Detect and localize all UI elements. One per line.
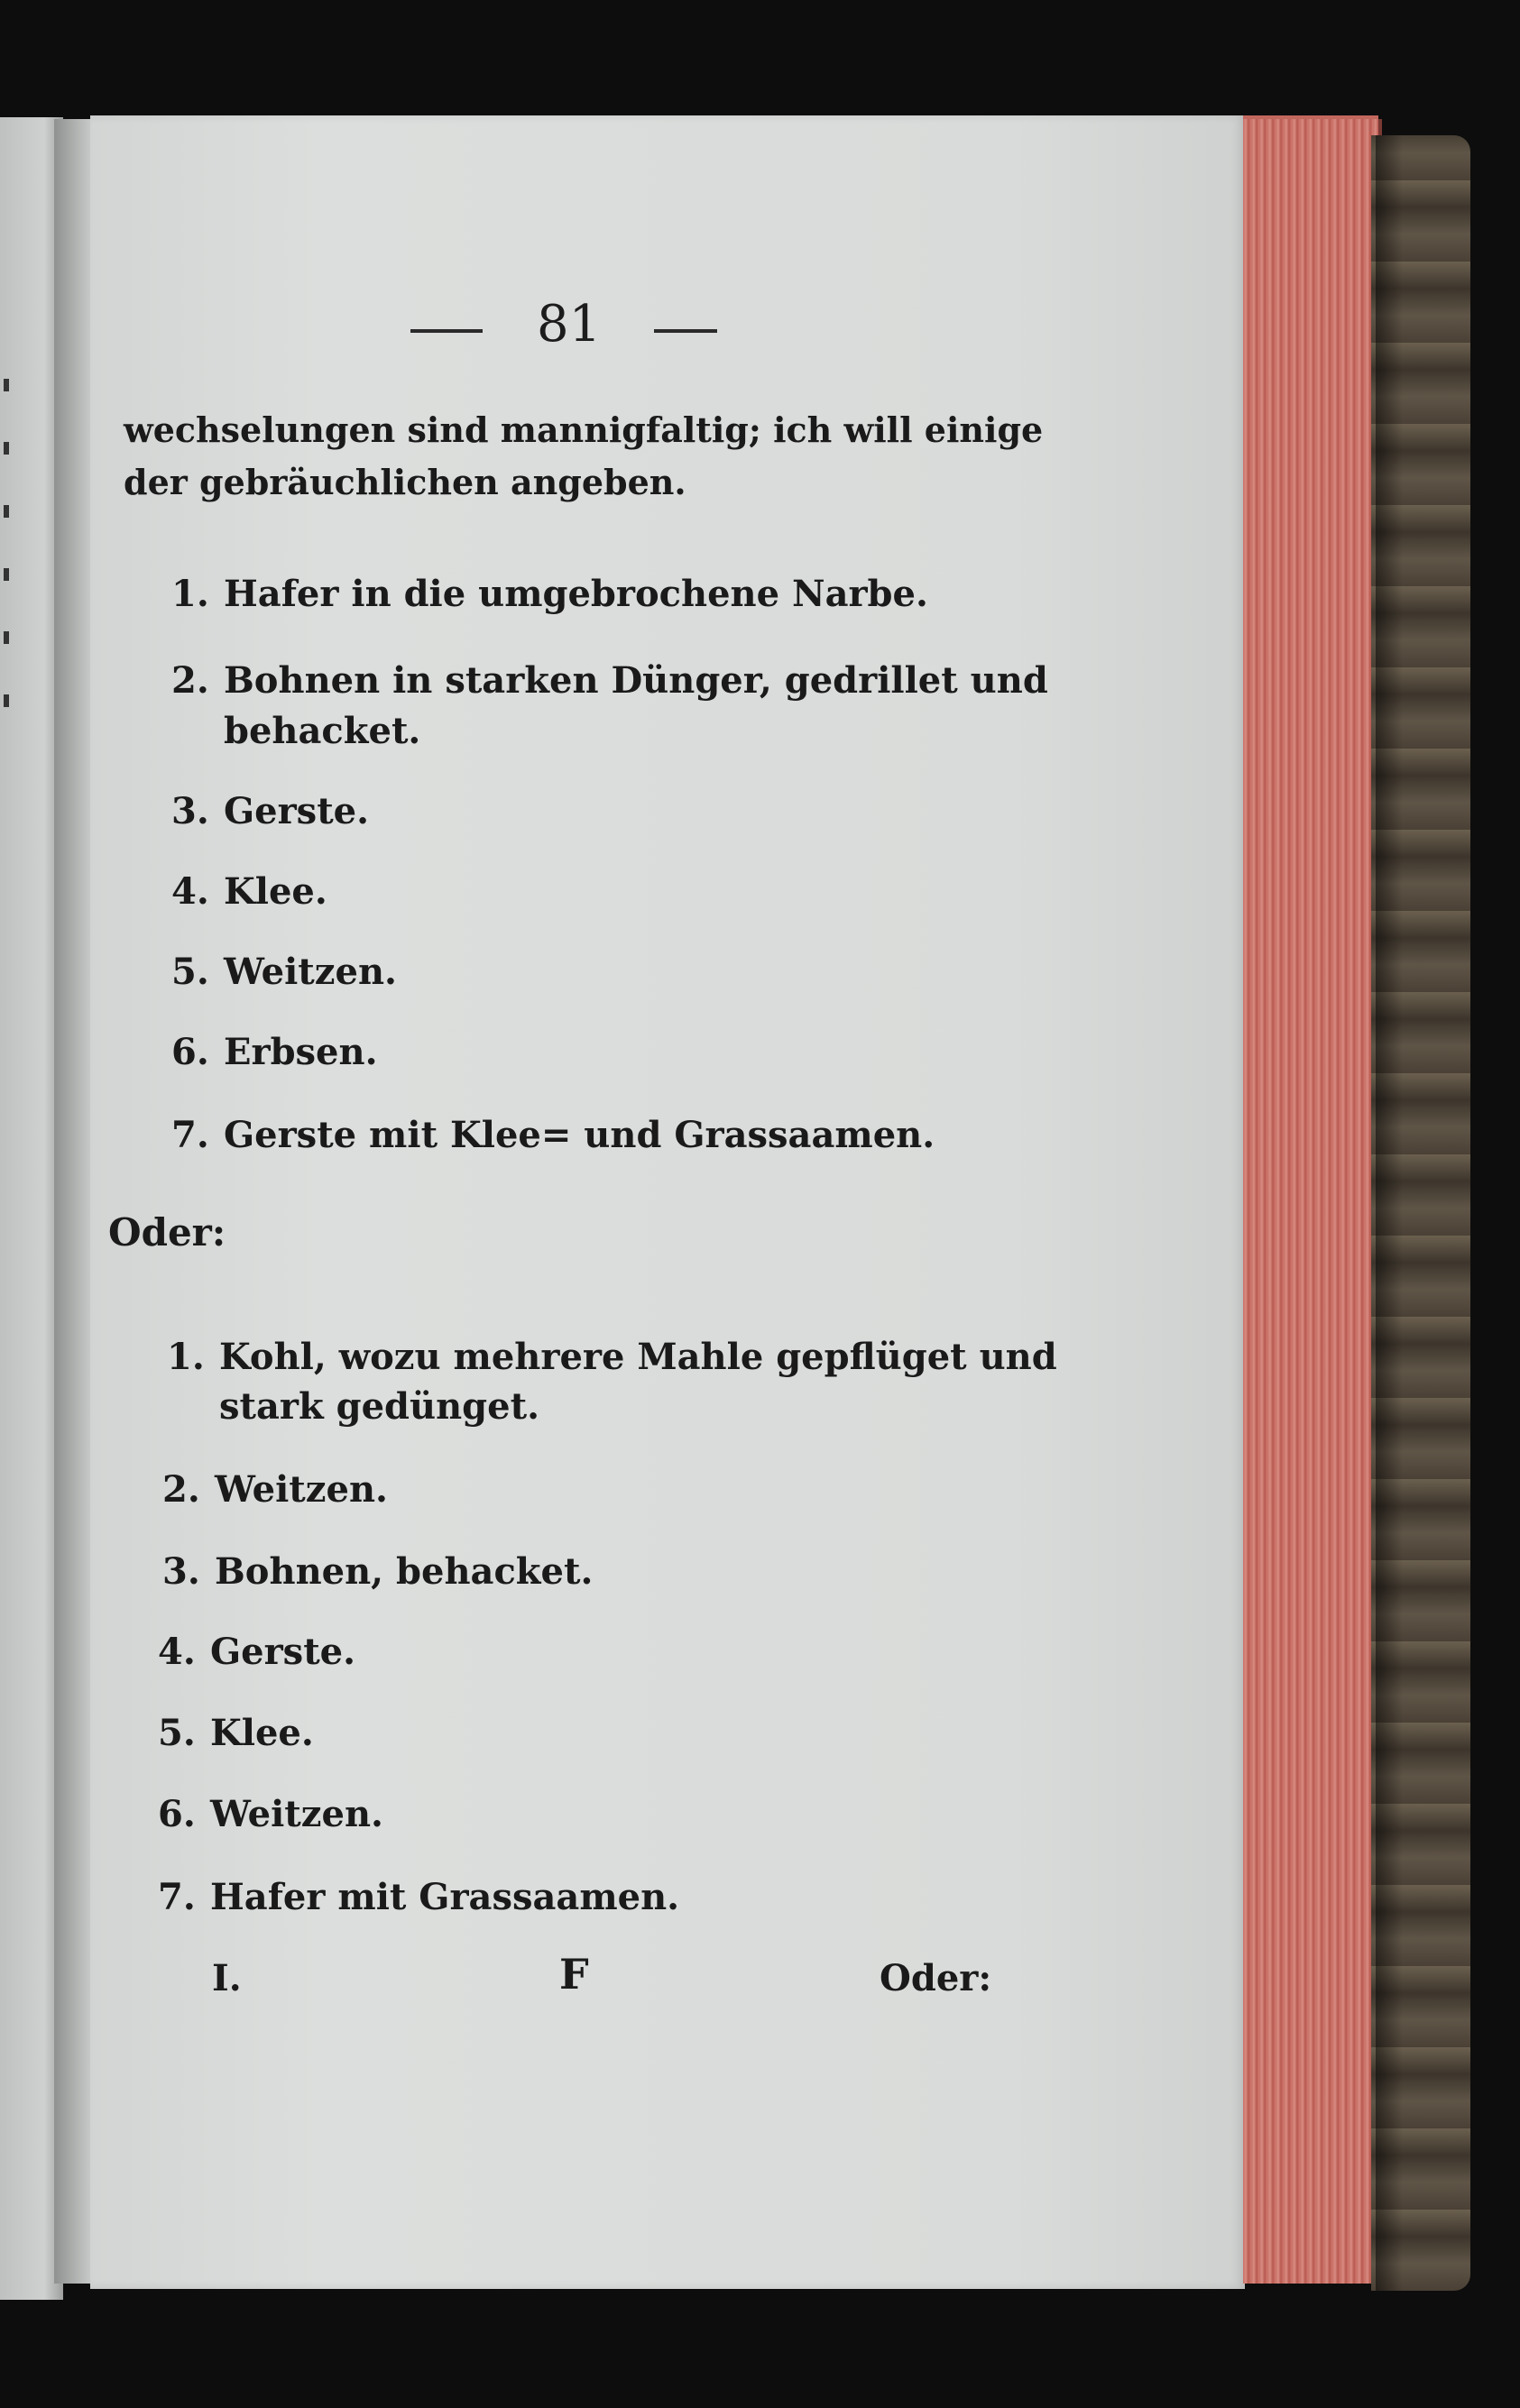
list-text: Gerste. (210, 1631, 356, 1673)
intro-line-1: wechselungen sind mannigfaltig; ich will einige (124, 409, 1044, 450)
intro-paragraph (124, 404, 1043, 509)
list2-item-2 (162, 1466, 388, 1514)
list2-item-1 (167, 1333, 1057, 1382)
list1-item-2-continuation: behacket. (224, 710, 421, 752)
list-text: Bohnen in starken Dünger, gedrillet und (224, 659, 1048, 702)
list1-item-5 (171, 948, 397, 997)
list1-item-7 (171, 1111, 935, 1160)
cover-shadow (1376, 135, 1403, 2291)
list2-item-1-continuation: stark gedünget. (219, 1385, 539, 1428)
list-number: 3. (171, 790, 209, 832)
list-number: 5. (158, 1712, 196, 1754)
list-text: Gerste mit Klee= und Grassaamen. (224, 1114, 935, 1156)
left-page-text-fragments (0, 379, 16, 830)
red-page-edges (1243, 119, 1382, 2284)
list-number: 5. (171, 951, 209, 993)
list-text: Kohl, wozu mehrere Mahle gepflüget und (219, 1336, 1057, 1378)
list-number: 3. (162, 1550, 200, 1593)
list-number: 6. (171, 1031, 209, 1073)
intro-line-2: der gebräuchlichen angeben. (124, 462, 686, 502)
list-number: 1. (171, 573, 209, 615)
list-number: 1. (167, 1336, 205, 1378)
list-text: Klee. (224, 870, 327, 913)
list1-item-3 (171, 787, 369, 836)
list1-item-6 (171, 1028, 378, 1077)
list-text: Klee. (210, 1712, 314, 1754)
header-dash-left (410, 329, 483, 333)
header-dash-right (654, 329, 717, 333)
list-text: Hafer mit Grassaamen. (210, 1876, 680, 1918)
catchword: Oder: (880, 1957, 992, 1999)
page-number: 81 (537, 295, 602, 354)
list1-item-1 (171, 570, 928, 619)
list-text: Weitzen. (215, 1468, 388, 1511)
list-text: Hafer in die umgebrochene Narbe. (224, 573, 928, 615)
signature-number: I. (212, 1957, 242, 1999)
list1-item-2 (171, 657, 1048, 705)
list-number: 4. (158, 1631, 196, 1673)
list2-item-7 (158, 1873, 679, 1922)
list-text: Weitzen. (224, 951, 397, 993)
list1-item-4 (171, 868, 327, 916)
list-text: Erbsen. (224, 1031, 378, 1073)
list2-item-6 (158, 1790, 383, 1839)
oder-heading: Oder: (108, 1210, 226, 1255)
signature-letter: F (559, 1950, 589, 1999)
list-number: 7. (171, 1114, 209, 1156)
list2-item-5 (158, 1709, 314, 1758)
list-text: Gerste. (224, 790, 370, 832)
list-text: Weitzen. (210, 1793, 383, 1835)
list2-item-4 (158, 1628, 355, 1677)
list-number: 7. (158, 1876, 196, 1918)
page-header (410, 293, 735, 365)
list2-item-3 (162, 1548, 593, 1596)
list-number: 4. (171, 870, 209, 913)
list-number: 2. (162, 1468, 200, 1511)
list-text: Bohnen, behacket. (215, 1550, 594, 1593)
list-number: 2. (171, 659, 209, 702)
list-number: 6. (158, 1793, 196, 1835)
